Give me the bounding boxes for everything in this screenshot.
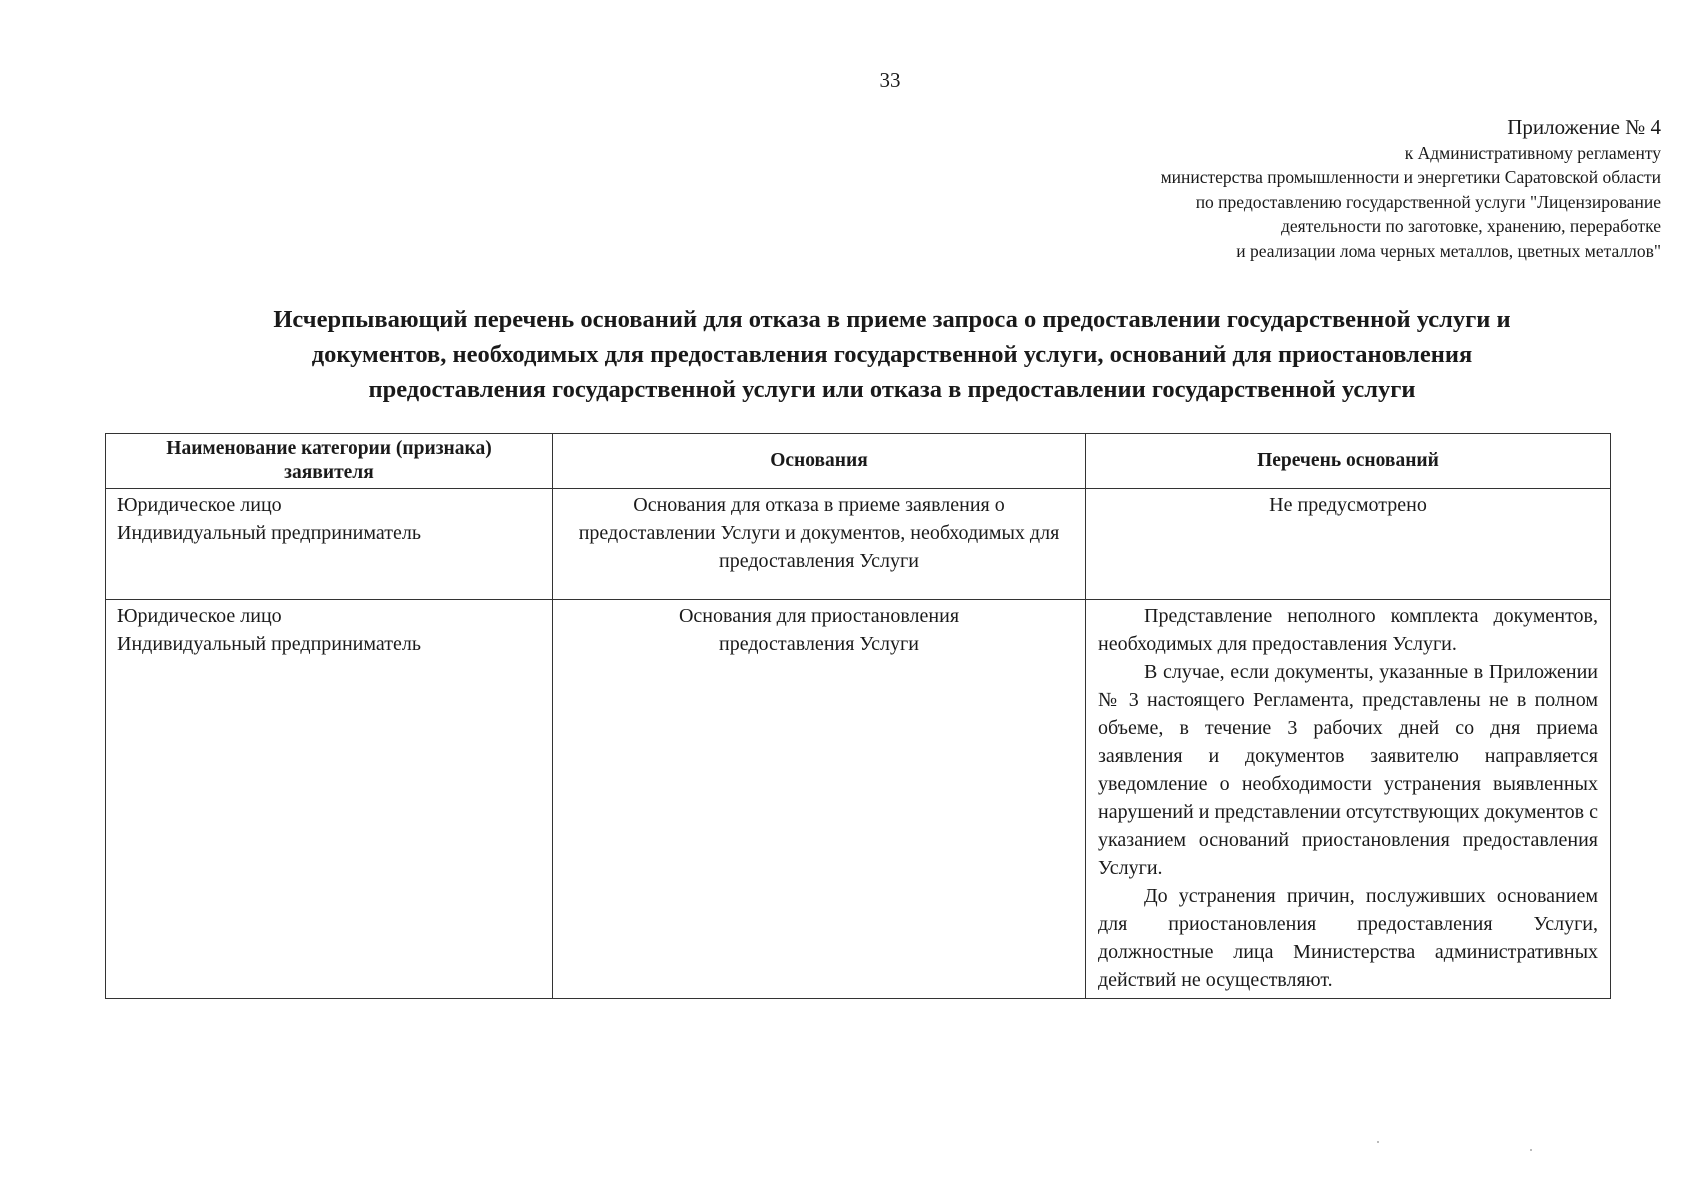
category-line: Юридическое лицо xyxy=(117,494,282,516)
document-title xyxy=(130,302,1654,407)
scan-speck xyxy=(1377,1141,1379,1143)
document-title-line: документов, необходимых для предоставления государственной услуги, оснований для приостановления xyxy=(311,341,1473,368)
grounds-cell: Основания для отказа в приеме заявления о предоставлении Услуги и документов, необходимых для предоставления Услуги xyxy=(553,489,1086,600)
header-category: Наименование категории (признака) заявителя xyxy=(106,434,553,489)
list-cell: Не предусмотрено xyxy=(1086,489,1611,600)
appendix-line: министерства промышленности и энергетики Саратовской области xyxy=(1160,167,1661,188)
grounds-table xyxy=(105,433,1611,999)
scan-speck xyxy=(1530,1149,1532,1151)
list-paragraph: Представление неполного комплекта документов, необходимых для предоставления Услуги. xyxy=(1098,605,1598,655)
category-line: Индивидуальный предприниматель xyxy=(117,522,421,544)
appendix-line: деятельности по заготовке, хранению, переработке xyxy=(1280,216,1661,237)
appendix-line: к Административному регламенту xyxy=(1404,143,1661,163)
document-title-line: Исчерпывающий перечень оснований для отказа в приеме запроса о предоставлении государственной услуги и xyxy=(273,306,1511,333)
category-cell xyxy=(106,489,553,600)
document-title-line: предоставления государственной услуги или отказа в предоставлении государственной услуги xyxy=(368,376,1416,403)
appendix-line: по предоставлению государственной услуги "Лицензирование xyxy=(1195,191,1661,212)
header-list: Перечень оснований xyxy=(1086,434,1611,489)
category-line: Индивидуальный предприниматель xyxy=(117,633,421,655)
list-paragraph: В случае, если документы, указанные в Приложении № 3 настоящего Регламента, представлены не в полном объеме, в течение 3 рабочих дней со дня приема заявления и документов заявителю направляется уведомление о необходимости устранения выявленных нарушений и представлении отсутствующих документов с указанием оснований приостановления предоставления Услуги. xyxy=(1098,661,1598,879)
appendix-line: и реализации лома черных металлов, цветных металлов" xyxy=(1236,240,1661,261)
table-header-row xyxy=(106,434,1611,489)
table-row xyxy=(106,600,1611,999)
table-row xyxy=(106,489,1611,600)
page-number: 33 xyxy=(879,68,901,92)
category-line: Юридическое лицо xyxy=(117,605,282,627)
grounds-cell: Основания для приостановления предоставления Услуги xyxy=(553,600,1086,999)
category-cell xyxy=(106,600,553,999)
header-grounds: Основания xyxy=(553,434,1086,489)
list-cell xyxy=(1086,600,1611,999)
list-paragraph: До устранения причин, послуживших основанием для приостановления предоставления Услуги, должностные лица Министерства административных действий не осуществляют. xyxy=(1098,885,1598,991)
appendix-title: Приложение № 4 xyxy=(1507,115,1661,139)
appendix-header xyxy=(1161,114,1661,263)
